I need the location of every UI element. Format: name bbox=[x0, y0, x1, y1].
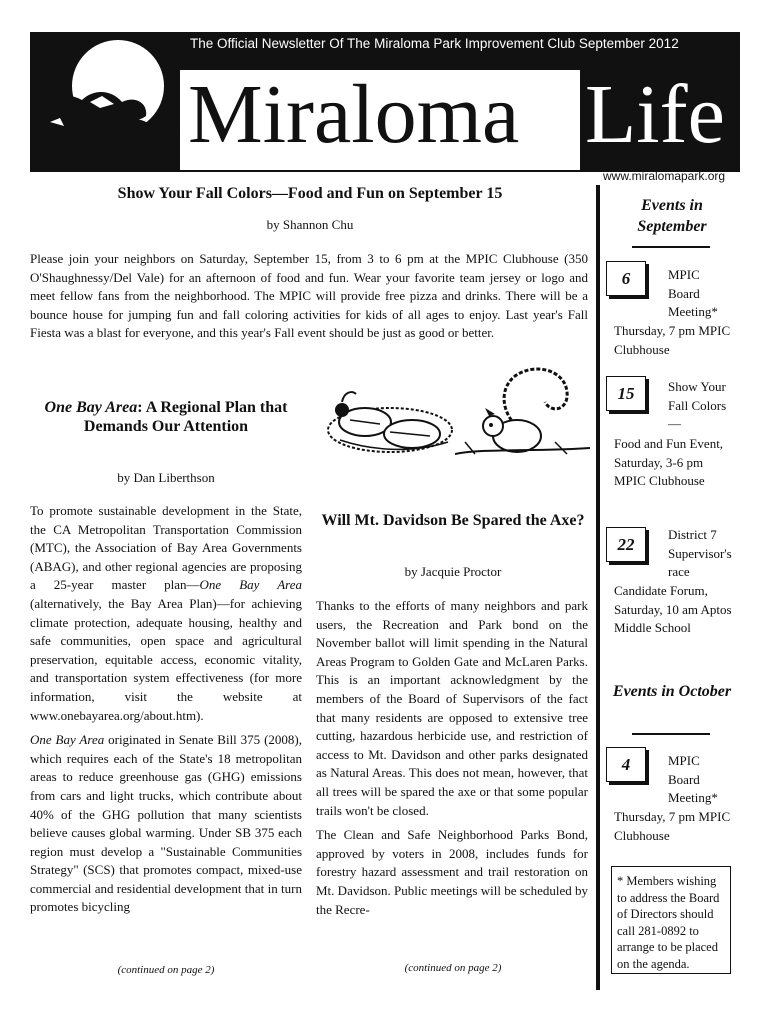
event-title: MPIC Board Meeting* bbox=[668, 267, 718, 319]
board-agenda-note: * Members wishing to address the Board of Directors should call 281-0892 to arrange to be placed on the agenda. bbox=[611, 866, 731, 974]
event-title: District 7 Supervisor's race bbox=[668, 527, 732, 579]
one-bay-area-continued: (continued on page 2) bbox=[117, 964, 215, 976]
event-details: Candidate Forum, Saturday, 10 am Aptos Middle School bbox=[614, 583, 732, 635]
logo-tree-sun-icon bbox=[30, 32, 190, 172]
one-bay-area-headline bbox=[42, 398, 290, 436]
one-bay-area-p1-italic: One Bay Area bbox=[199, 577, 302, 593]
mt-davidson-byline: by Jacquie Proctor bbox=[404, 564, 502, 579]
fall-colors-headline: Show Your Fall Colors—Food and Fun on September 15 bbox=[117, 185, 503, 202]
one-bay-area-p1-end: (alternatively, the Bay Area Plan)—for achieving climate protection, adequate housing, healthy and safe communities, open space and agricultural preservation, equitable access, economic vitality, and transportation system effectiveness (for more information, visit the website at www.onebayarea.org/about.htm). bbox=[30, 595, 302, 723]
tagline: The Official Newsletter Of The Miraloma Park Improvement Club September 2012 bbox=[190, 36, 679, 51]
event-details: Food and Fun Event, Saturday, 3-6 pm MPIC Clubhouse bbox=[614, 436, 724, 488]
event-details: Thursday, 7 pm MPIC Clubhouse bbox=[614, 323, 731, 357]
september-divider bbox=[632, 246, 710, 248]
mt-davidson-paragraph-2: The Clean and Safe Neighborhood Parks Bond, approved by voters in 2008, includes funds for forestry hazard assessment and trail restoration on Mt. Davidson. Public meetings will be scheduled by the Recre- bbox=[316, 827, 588, 917]
one-bay-area-body bbox=[30, 502, 302, 923]
events-september-heading: Events in September bbox=[637, 197, 707, 235]
one-bay-area-headline-italic: One Bay Area bbox=[44, 399, 138, 416]
event-date-box: 6 bbox=[606, 261, 646, 296]
mt-davidson-headline: Will Mt. Davidson Be Spared the Axe? bbox=[321, 512, 585, 529]
website-url[interactable]: www.miralomapark.org bbox=[603, 169, 726, 183]
one-bay-area-paragraph-1 bbox=[30, 502, 302, 725]
one-bay-area-p1-start: To promote sustainable development in the State, the CA Metropolitan Transportation Commission (MTC), the Association of Bay Area Governments (ABAG), and other regional agencies are proposing a 25-year master plan— bbox=[30, 503, 302, 593]
newsletter-title-life: Life bbox=[585, 68, 725, 161]
mt-davidson-body bbox=[316, 597, 588, 925]
mt-davidson-continued: (continued on page 2) bbox=[404, 962, 502, 974]
event-title: Show Your Fall Colors— bbox=[668, 379, 727, 431]
fall-colors-paragraph: Please join your neighbors on Saturday, September 15, from 3 to 6 pm at the MPIC Clubhouse (350 O'Shaughnessy/Del Vale) for an afternoon of food and fun. Wear your favorite team jersey or logo and meet fellow fans from the neighborhood. The MPIC will provide free pizza and drinks. There will be a bounce house for jumping fun and fall coloring activities for kids of all ages to enjoy. Last year's Fall Fiesta was a blast for everyone, and this year's Fall event should be just as good or better. bbox=[30, 251, 588, 341]
event-date-box: 22 bbox=[606, 527, 646, 562]
events-october-heading: Events in October bbox=[612, 683, 732, 700]
fall-colors-byline: by Shannon Chu bbox=[266, 217, 354, 232]
one-bay-area-p2-rest: originated in Senate Bill 375 (2008), which requires each of the State's 18 metropolitan areas to reduce greenhouse gas (GHG) emissions from cars and light trucks, which contribute about 40% of the GHG pollution that many scientists believe causes global warming. Under SB 375 each region must develop a "Sustainable Communities Strategy" (SCS) that promotes compact, mixed-use commercial and residential development that in turn promotes bicycling bbox=[30, 732, 302, 915]
fall-colors-body bbox=[30, 250, 588, 349]
one-bay-area-paragraph-2 bbox=[30, 731, 302, 917]
newsletter-title-miraloma: Miraloma bbox=[188, 68, 520, 161]
one-bay-area-p2-italic: One Bay Area bbox=[30, 732, 105, 748]
mt-davidson-paragraph-1: Thanks to the efforts of many neighbors and park users, the Recreation and Park bond on the November ballot will limit spending in the Natural Areas Program to Golden Gate and McLaren Parks. This is an important acknowledgment by the members of the Board of Supervisors of the fact that many residents are opposed to extensive tree cutting, hazardous herbicide use, and restriction of access to Mt. Davidson and other parks designated as Natural Areas. This does not mean, however, that all trees will be spared the axe or that some popular trails won't be closed. bbox=[316, 598, 588, 818]
event-date-box: 15 bbox=[606, 376, 646, 411]
one-bay-area-byline: by Dan Liberthson bbox=[117, 470, 215, 485]
quail-birds-icon bbox=[320, 380, 460, 460]
event-title: MPIC Board Meeting* bbox=[668, 753, 718, 805]
sidebar-rule bbox=[596, 185, 600, 990]
masthead bbox=[30, 32, 740, 172]
squirrel-icon bbox=[455, 362, 590, 462]
october-divider bbox=[632, 733, 710, 735]
event-details: Thursday, 7 pm MPIC Clubhouse bbox=[614, 809, 731, 843]
one-bay-area-headline-rest: : A Regional Plan that Demands Our Attention bbox=[83, 399, 288, 435]
event-date-box: 4 bbox=[606, 747, 646, 782]
